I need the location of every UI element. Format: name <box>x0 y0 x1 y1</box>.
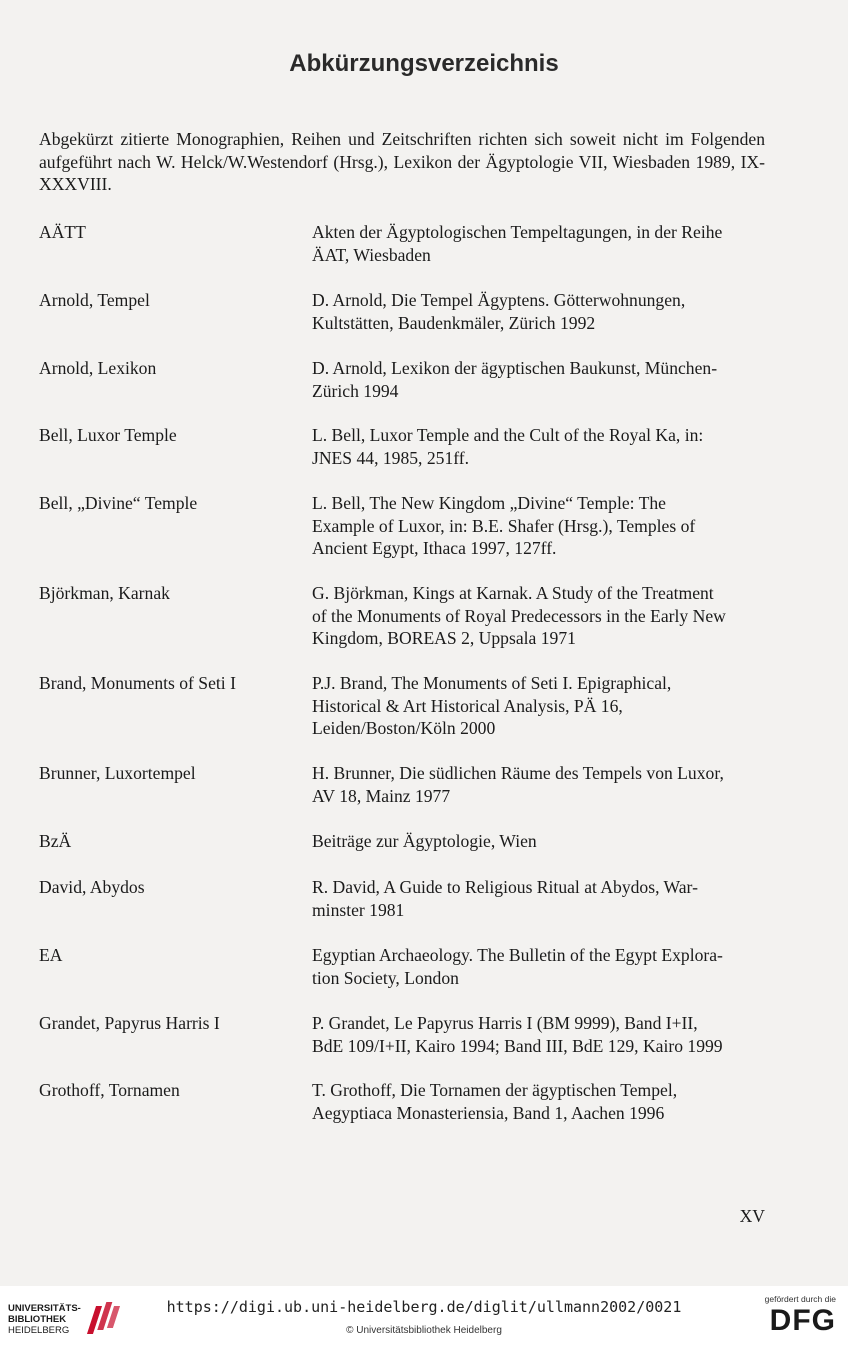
abbreviation-term: EA <box>39 945 63 965</box>
reference-line: L. Bell, The New Kingdom „Divine“ Temple: The <box>312 493 666 513</box>
reference-line: D. Arnold, Die Tempel Ägyptens. Götterwohnungen, <box>312 290 686 310</box>
library-name-line1: UNIVERSITÄTS- <box>8 1303 81 1314</box>
reference-line: Kingdom, BOREAS 2, Uppsala 1971 <box>312 628 576 648</box>
abbreviation-reference <box>312 672 766 740</box>
page-title: Abkürzungsverzeichnis <box>289 50 559 77</box>
page-number: XV <box>739 1206 765 1226</box>
reference-line: L. Bell, Luxor Temple and the Cult of the Royal Ka, in: <box>312 425 704 445</box>
abbreviation-term: AÄTT <box>39 222 86 242</box>
abbreviation-reference <box>312 221 766 266</box>
abbreviation-term: BzÄ <box>39 831 72 851</box>
abbreviation-term: Bell, „Divine“ Temple <box>39 493 198 513</box>
abbreviation-term: Arnold, Tempel <box>39 290 150 310</box>
reference-line: R. David, A Guide to Religious Ritual at Abydos, War- <box>312 877 698 897</box>
abbreviation-term: Arnold, Lexikon <box>39 358 157 378</box>
funder-caption: gefördert durch die <box>764 1294 836 1304</box>
abbreviation-reference <box>312 876 766 921</box>
reference-line: P.J. Brand, The Monuments of Seti I. Epigraphical, <box>312 673 672 693</box>
abbreviation-reference <box>312 357 766 402</box>
copyright-notice: © Universitätsbibliothek Heidelberg <box>346 1325 502 1336</box>
reference-line: tion Society, London <box>312 967 459 988</box>
abbreviation-term: David, Abydos <box>39 877 145 897</box>
reference-line: Zürich 1994 <box>312 380 399 401</box>
dfg-logo[interactable]: DFG <box>769 1304 836 1337</box>
reference-line: Historical & Art Historical Analysis, PÄ 16, <box>312 695 623 716</box>
abbreviation-term: Brunner, Luxortempel <box>39 763 196 783</box>
abbreviation-reference <box>312 492 766 560</box>
reference-line: Ancient Egypt, Ithaca 1997, 127ff. <box>312 538 557 558</box>
intro-paragraph: Abgekürzt zitierte Monographien, Reihen und Zeitschriften richten sich soweit nicht im Folgenden aufgeführt nach W. Helck/W.Westendorf (Hrsg.), Lexikon der Ägyptologie VII, Wiesbaden 1989, IX-XXXVIII. <box>39 129 765 194</box>
reference-line: minster 1981 <box>312 899 405 920</box>
library-name-line3: HEIDELBERG <box>8 1325 70 1336</box>
abbreviation-reference <box>312 1079 766 1124</box>
reference-line: T. Grothoff, Die Tornamen der ägyptischen Tempel, <box>312 1080 678 1100</box>
reference-line: JNES 44, 1985, 251ff. <box>312 447 470 468</box>
abbreviation-reference <box>312 762 766 807</box>
reference-line: ÄAT, Wiesbaden <box>312 244 431 265</box>
library-name-line2: BIBLIOTHEK <box>8 1314 67 1325</box>
abbreviation-term: Grothoff, Tornamen <box>39 1080 180 1100</box>
abbreviation-reference <box>312 582 766 650</box>
abbreviation-reference <box>312 424 766 469</box>
abbreviation-reference <box>312 944 766 989</box>
abbreviation-term: Grandet, Papyrus Harris I <box>39 1013 220 1033</box>
reference-line: of the Monuments of Royal Predecessors in the Early New <box>312 605 726 626</box>
abbreviation-reference <box>312 289 766 334</box>
abbreviation-reference <box>312 1012 766 1057</box>
reference-line: AV 18, Mainz 1977 <box>312 785 451 806</box>
reference-line: P. Grandet, Le Papyrus Harris I (BM 9999), Band I+II, <box>312 1013 698 1033</box>
abbreviation-term: Brand, Monuments of Seti I <box>39 673 236 693</box>
reference-line: G. Björkman, Kings at Karnak. A Study of the Treatment <box>312 583 714 603</box>
reference-line: BdE 109/I+II, Kairo 1994; Band III, BdE 129, Kairo 1999 <box>312 1035 723 1056</box>
permalink-url[interactable]: https://digi.ub.uni-heidelberg.de/diglit/ullmann2002/0021 <box>166 1298 682 1316</box>
reference-line: Beiträge zur Ägyptologie, Wien <box>312 831 537 851</box>
reference-line: Leiden/Boston/Köln 2000 <box>312 718 496 738</box>
reference-line: H. Brunner, Die südlichen Räume des Tempels von Luxor, <box>312 763 724 783</box>
abbreviation-reference <box>312 830 766 853</box>
reference-line: Egyptian Archaeology. The Bulletin of the Egypt Explora- <box>312 945 723 965</box>
reference-line: Aegyptiaca Monasteriensia, Band 1, Aachen 1996 <box>312 1102 665 1123</box>
reference-line: Kultstätten, Baudenkmäler, Zürich 1992 <box>312 312 596 333</box>
reference-line: D. Arnold, Lexikon der ägyptischen Baukunst, München- <box>312 358 718 378</box>
abbreviation-term: Björkman, Karnak <box>39 583 170 603</box>
abbreviation-term: Bell, Luxor Temple <box>39 425 177 445</box>
reference-line: Akten der Ägyptologischen Tempeltagungen, in der Reihe <box>312 222 723 242</box>
reference-line: Example of Luxor, in: B.E. Shafer (Hrsg.), Temples of <box>312 515 696 536</box>
